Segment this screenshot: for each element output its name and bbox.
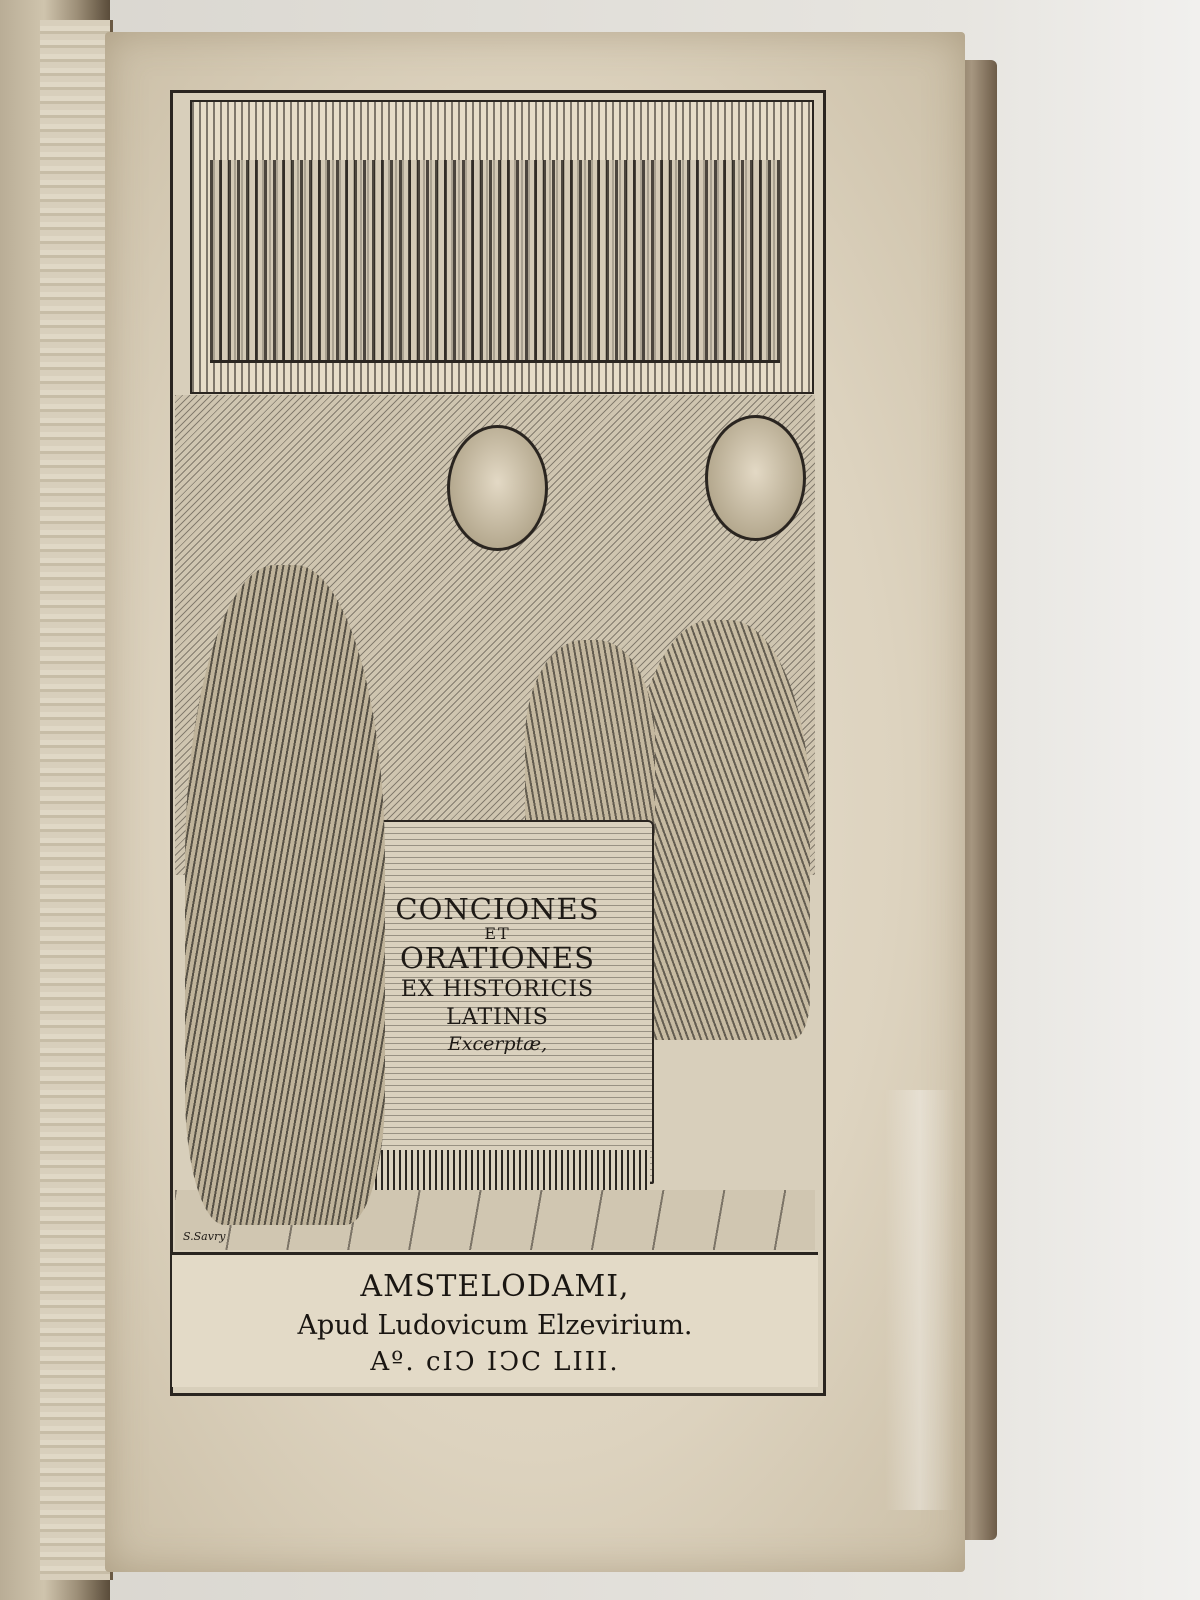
page-tear-mark	[885, 1090, 955, 1510]
title-line-ex-historicis: EX HISTORICIS	[400, 977, 595, 1002]
title-line-et: ET	[484, 924, 511, 943]
lectern-fringe	[345, 1150, 650, 1190]
seated-senator-figure	[630, 620, 810, 1040]
cavalry-procession-scene	[210, 160, 780, 363]
title-line-excerptae: Excerptæ,	[447, 1033, 548, 1055]
imprint-year: Aº. cIↃ IↃC LIII.	[370, 1347, 620, 1377]
portrait-medallion-left	[447, 425, 548, 551]
title-inscription	[345, 892, 650, 1055]
title-line-latinis: LATINIS	[446, 1005, 549, 1030]
left-page-edges	[40, 20, 113, 1580]
portrait-medallion-right	[705, 415, 806, 541]
engraver-signature: S.Savry	[183, 1230, 226, 1243]
imprint-printer: Apud Ludovicum Elzevirium.	[297, 1310, 693, 1341]
imprint-panel	[172, 1252, 818, 1387]
title-line-orationes: ORATIONES	[400, 941, 595, 975]
title-line-conciones: CONCIONES	[395, 892, 600, 926]
imprint-place: AMSTELODAMI,	[360, 1269, 630, 1304]
